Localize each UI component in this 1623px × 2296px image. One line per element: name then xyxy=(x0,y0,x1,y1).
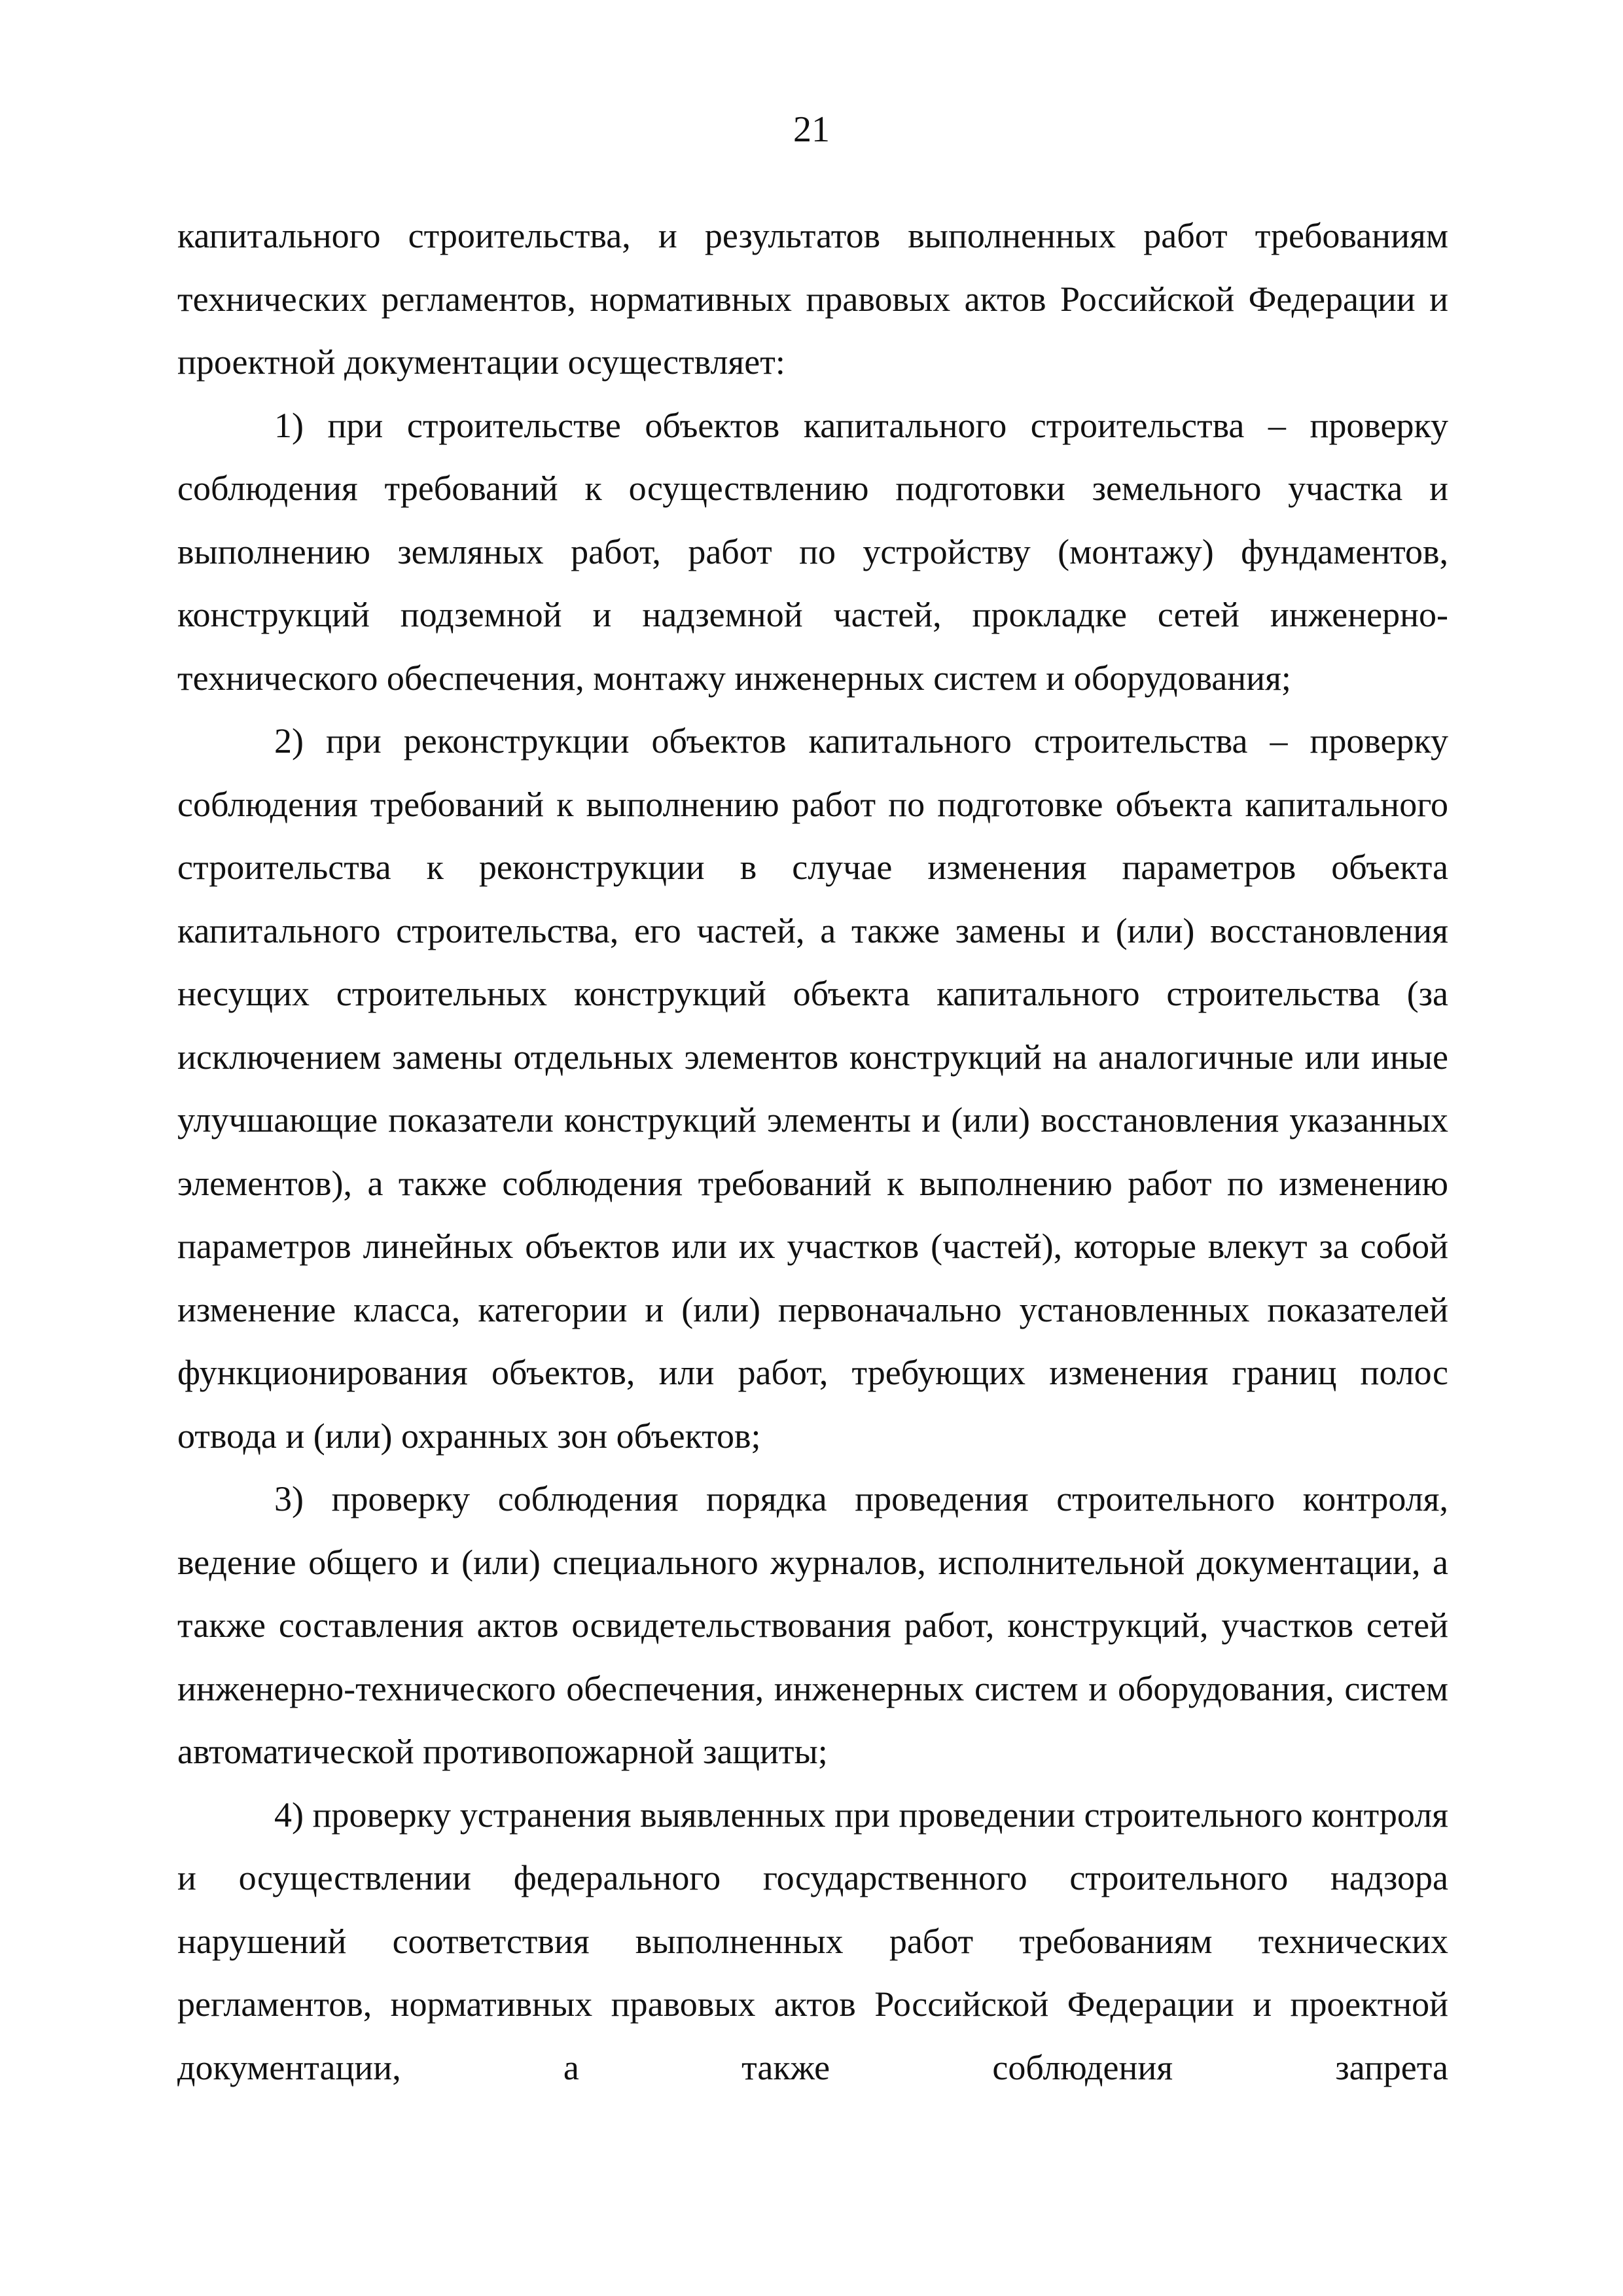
document-body xyxy=(177,204,1448,2099)
page-number: 21 xyxy=(793,109,830,150)
paragraph-item-2: 2) при реконструкции объектов капитального строительства – проверку соблюдения требований к выполнению работ по подготовке объекта капитального строительства к реконструкции в случае изменения параметров объекта капитального строительства, его частей, а также замены и (или) восстановления несущих строительных конструкций объекта капитального строительства (за исключением замены отдельных элементов конструкций на аналогичные или иные улучшающие показатели конструкций элементы и (или) восстановления указанных элементов), а также соблюдения требований к выполнению работ по изменению параметров линейных объектов или их участков (частей), которые влекут за собой изменение класса, категории и (или) первоначально установленных показателей функционирования объектов, или работ, требующих изменения границ полос отвода и (или) охранных зон объектов; xyxy=(177,721,1448,1456)
paragraph-intro: капитального строительства, и результатов выполненных работ требованиям технических регламентов, нормативных правовых актов Российской Федерации и проектной документации осуществляет: xyxy=(177,216,1448,382)
paragraph-item-4: 4) проверку устранения выявленных при проведении строительного контроля и осуществлении федерального государственного строительного надзора нарушений соответствия выполненных работ требованиям технических регламентов, нормативных правовых актов Российской Федерации и проектной документации, а также соблюдения запрета xyxy=(177,1795,1448,2087)
paragraph-item-3: 3) проверку соблюдения порядка проведения строительного контроля, ведение общего и (или) специального журналов, исполнительной документации, а также составления актов освидетельствования работ, конструкций, участков сетей инженерно-технического обеспечения, инженерных систем и оборудования, систем автоматической противопожарной защиты; xyxy=(177,1479,1448,1771)
paragraph-item-1: 1) при строительстве объектов капитального строительства – проверку соблюдения требований к осуществлению подготовки земельного участка и выполнению земляных работ, работ по устройству (монтажу) фундаментов, конструкций подземной и надземной частей, прокладке сетей инженерно-технического обеспечения, монтажу инженерных систем и оборудования; xyxy=(177,405,1448,698)
